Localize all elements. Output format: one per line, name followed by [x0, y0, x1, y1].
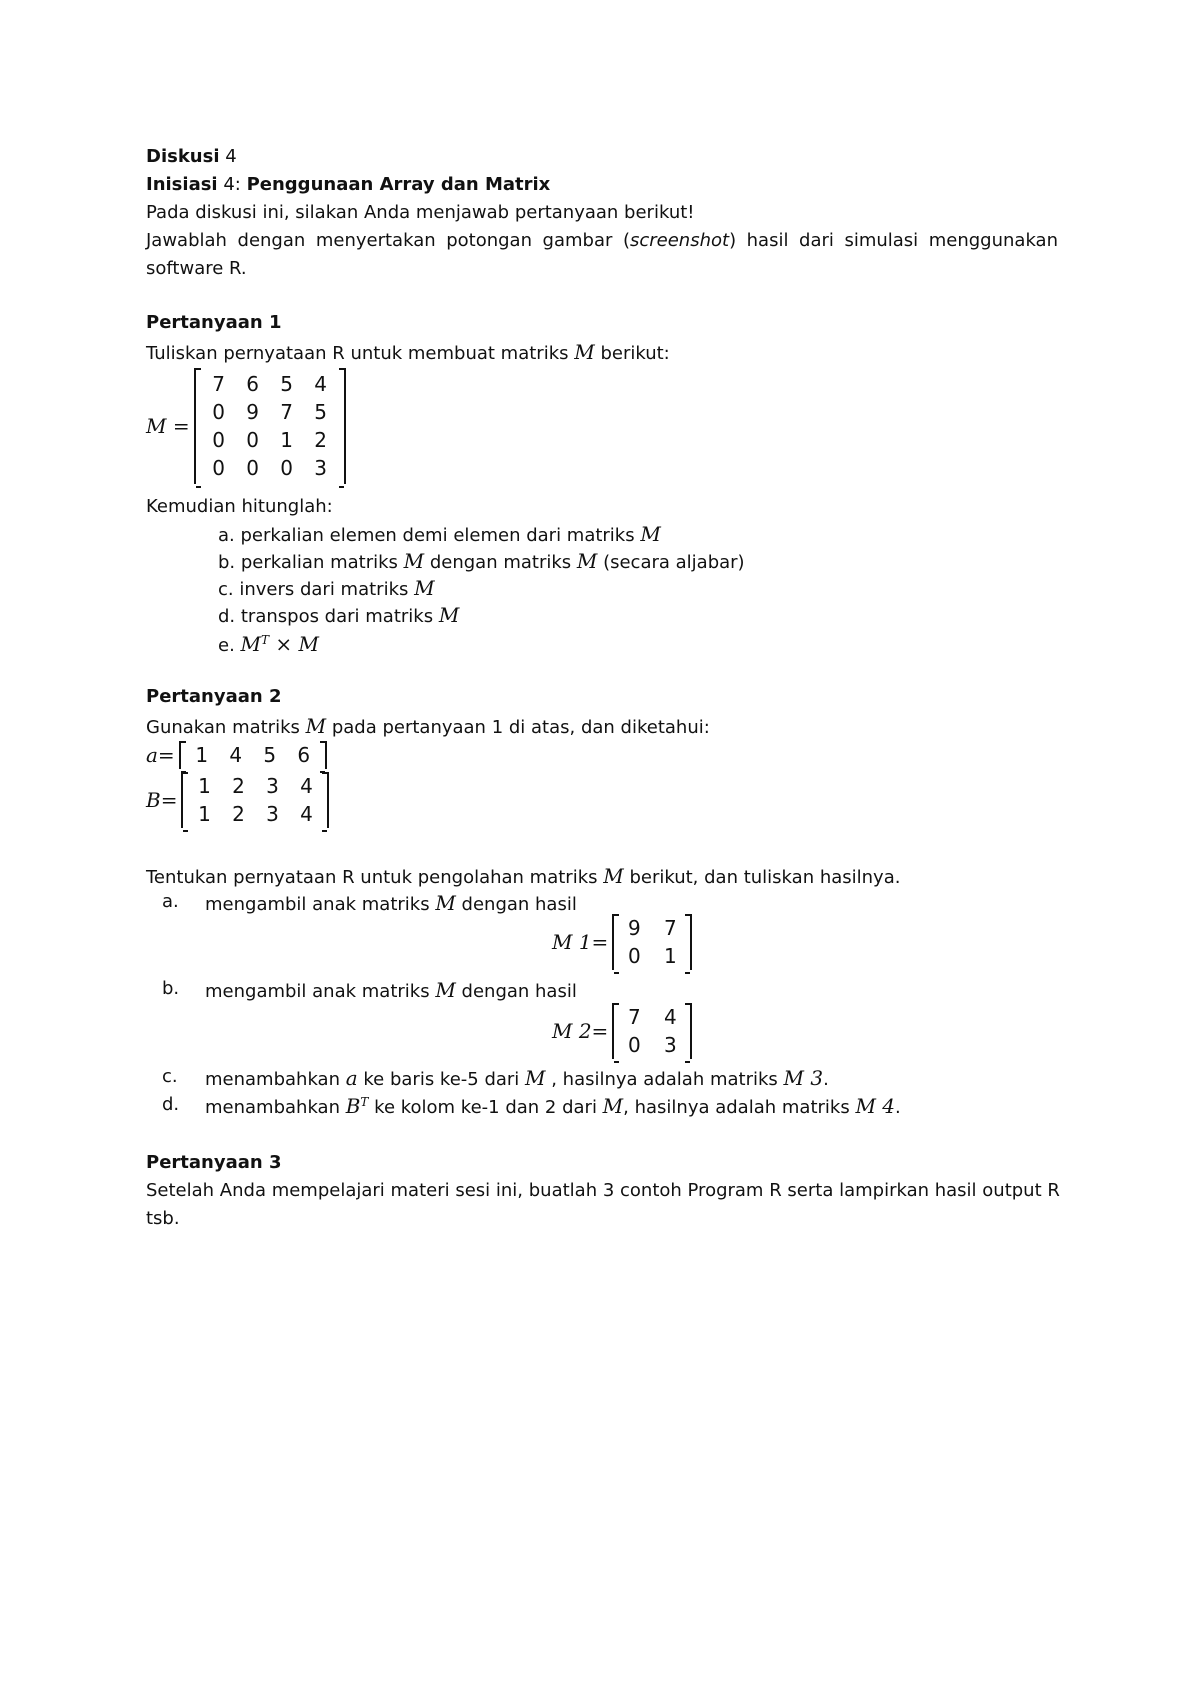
q2-item-d: menambahkan $B^T$ ke kolom ke-1 dan 2 dari M, hasilnya adalah matriks M 4. — [205, 1094, 901, 1118]
matrix-cell: 7 — [663, 916, 677, 940]
q2-item-c: menambahkan a ke baris ke-5 dari M , hasilnya adalah matriks M 3. — [205, 1066, 829, 1090]
matrix-cell: 0 — [246, 456, 259, 480]
matrix-cell: 3 — [314, 456, 327, 480]
matrix-cell: 4 — [300, 802, 313, 826]
matrix-cell: 0 — [627, 944, 641, 968]
matrix-cell: 3 — [266, 774, 279, 798]
matrix-cell: 9 — [627, 916, 641, 940]
doc-subtitle: Inisiasi 4: Penggunaan Array dan Matrix — [146, 174, 551, 195]
q1-item-c: c. invers dari matriks M — [218, 576, 435, 600]
q2-matrix-M1: M 1= 9 7 0 1 — [552, 914, 692, 970]
matrix-cell: 3 — [266, 802, 279, 826]
q1-item-b: b. perkalian matriks M dengan matriks M (secara aljabar) — [218, 549, 745, 573]
matrix-cell: 4 — [663, 1005, 677, 1029]
matrix-cell: 6 — [246, 372, 259, 396]
matrix-cell: 2 — [232, 774, 245, 798]
doc-title: Diskusi 4 — [146, 146, 237, 167]
matrix-cell: 0 — [212, 456, 225, 480]
q3-line-1: Setelah Anda mempelajari materi sesi ini, buatlah 3 contoh Program R serta lampirkan hasil output R — [146, 1180, 1060, 1201]
matrix-cell: 5 — [280, 372, 293, 396]
matrix-cell: 2 — [232, 802, 245, 826]
q1-item-d: d. transpos dari matriks M — [218, 603, 460, 627]
matrix-cell: 1 — [198, 774, 211, 798]
q2-label-d: d. — [162, 1094, 180, 1115]
matrix-B-body — [181, 772, 329, 828]
q2-heading: Pertanyaan 2 — [146, 686, 282, 707]
matrix-cell: 4 — [300, 774, 313, 798]
q1-prompt: Tuliskan pernyataan R untuk membuat matriks M berikut: — [146, 340, 670, 364]
q2-label-a: a. — [162, 891, 179, 912]
matrix-cell: 3 — [663, 1033, 677, 1057]
matrix-cell: 4 — [314, 372, 327, 396]
q2-matrix-B: B= 1 2 3 4 1 2 3 4 — [146, 772, 329, 828]
matrix-cell: 0 — [212, 400, 225, 424]
matrix-M2-body — [612, 1003, 692, 1059]
matrix-cell: 7 — [212, 372, 225, 396]
matrix-cell: 2 — [314, 428, 327, 452]
matrix-cell: 0 — [627, 1033, 641, 1057]
matrix-cell: 0 — [246, 428, 259, 452]
q1-then: Kemudian hitunglah: — [146, 496, 333, 517]
matrix-M-body — [194, 368, 346, 484]
matrix-cell: 1 — [280, 428, 293, 452]
q2-prompt: Gunakan matriks M pada pertanyaan 1 di atas, dan diketahui: — [146, 714, 710, 738]
q1-matrix-M: M = 7 6 5 4 0 9 7 5 0 0 1 2 0 0 0 3 — [146, 368, 346, 484]
intro-line-3: software R. — [146, 258, 247, 279]
intro-line-2: Jawablah dengan menyertakan potongan gambar (screenshot) hasil dari simulasi menggunakan — [146, 230, 1059, 251]
matrix-cell: 5 — [314, 400, 327, 424]
q1-item-a: a. perkalian elemen demi elemen dari matriks M — [218, 522, 661, 546]
q2-matrix-M2: M 2= 7 4 0 3 — [552, 1003, 692, 1059]
q2-item-a: mengambil anak matriks M dengan hasil — [205, 891, 577, 915]
matrix-cell: 9 — [246, 400, 259, 424]
matrix-M1-body — [612, 914, 692, 970]
matrix-cell: 0 — [212, 428, 225, 452]
q2-vector-a: a= 1 4 5 6 — [146, 741, 327, 769]
matrix-cell: 6 — [297, 743, 311, 767]
q2-item-b: mengambil anak matriks M dengan hasil — [205, 978, 577, 1002]
matrix-cell: 7 — [627, 1005, 641, 1029]
matrix-cell: 5 — [263, 743, 277, 767]
vector-a-body — [179, 741, 327, 769]
matrix-cell: 4 — [229, 743, 243, 767]
q2-label-c: c. — [162, 1066, 178, 1087]
q2-label-b: b. — [162, 978, 180, 999]
q3-heading: Pertanyaan 3 — [146, 1152, 282, 1173]
matrix-cell: 0 — [280, 456, 293, 480]
q1-item-e: e. $M^T \times M$ — [218, 632, 319, 656]
matrix-cell: 1 — [195, 743, 209, 767]
matrix-cell: 7 — [280, 400, 293, 424]
matrix-cell: 1 — [198, 802, 211, 826]
matrix-cell: 1 — [663, 944, 677, 968]
intro-line-1: Pada diskusi ini, silakan Anda menjawab pertanyaan berikut! — [146, 202, 695, 223]
q2-task: Tentukan pernyataan R untuk pengolahan matriks M berikut, dan tuliskan hasilnya. — [146, 864, 901, 888]
q1-heading: Pertanyaan 1 — [146, 312, 282, 333]
q3-line-2: tsb. — [146, 1208, 180, 1229]
